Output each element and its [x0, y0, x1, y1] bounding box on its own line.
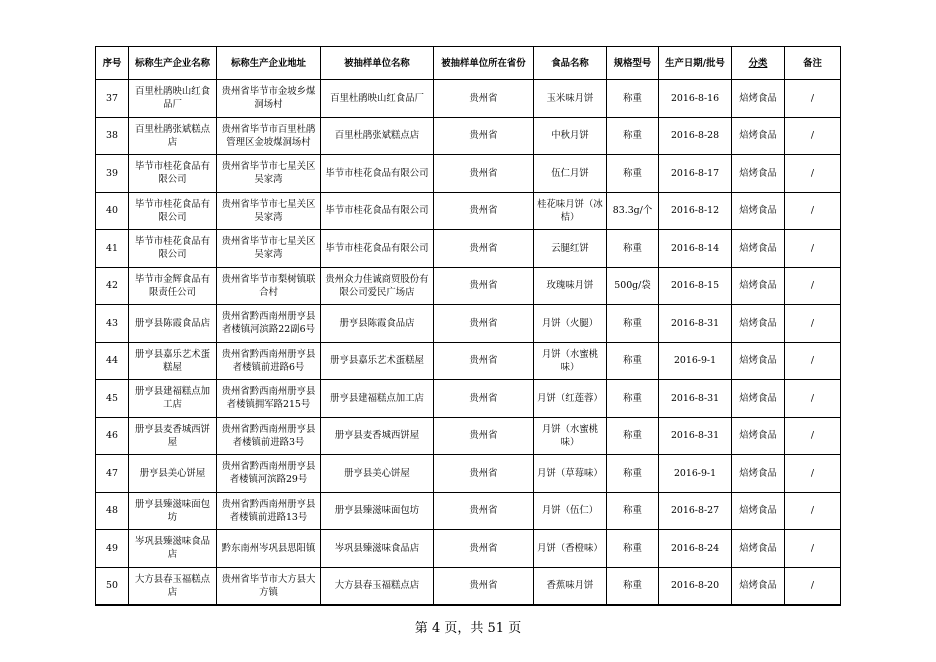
cell-sampled-unit: 册亨县臻滋味面包坊 [321, 492, 434, 530]
cell-category: 焙烤食品 [732, 305, 785, 343]
cell-remarks: / [785, 567, 841, 605]
cell-manufacturer-name: 岑巩县臻滋味食品店 [129, 530, 217, 568]
footer-prefix: 第 [414, 621, 428, 636]
cell-food-name: 月饼（伍仁） [534, 492, 607, 530]
cell-remarks: / [785, 380, 841, 418]
cell-manufacturer-name: 册亨县陈霞食品店 [129, 305, 217, 343]
cell-production-date: 2016-8-17 [659, 155, 732, 193]
cell-remarks: / [785, 230, 841, 268]
cell-spec: 称重 [607, 155, 659, 193]
cell-spec: 称重 [607, 305, 659, 343]
table-row [96, 530, 841, 568]
cell-manufacturer-name: 毕节市桂花食品有限公司 [129, 192, 217, 230]
table-row [96, 342, 841, 380]
cell-category: 焙烤食品 [732, 230, 785, 268]
cell-remarks: / [785, 117, 841, 155]
cell-sampled-unit: 册亨县建福糕点加工店 [321, 380, 434, 418]
cell-remarks: / [785, 192, 841, 230]
cell-food-name: 玫瑰味月饼 [534, 267, 607, 305]
table-row [96, 155, 841, 193]
table-row [96, 492, 841, 530]
cell-production-date: 2016-8-15 [659, 267, 732, 305]
cell-food-name: 月饼（水蜜桃味） [534, 417, 607, 455]
cell-food-name: 月饼（红莲蓉） [534, 380, 607, 418]
cell-sampled-province: 贵州省 [434, 455, 534, 493]
table-row [96, 117, 841, 155]
footer-page-number: 4 [431, 621, 441, 636]
cell-seq: 41 [96, 230, 129, 268]
cell-food-name: 月饼（火腿） [534, 305, 607, 343]
cell-seq: 50 [96, 567, 129, 605]
cell-remarks: / [785, 267, 841, 305]
cell-manufacturer-address: 贵州省毕节市梨树镇联合村 [217, 267, 321, 305]
cell-manufacturer-address: 贵州省黔西南州册亨县者楼镇拥军路215号 [217, 380, 321, 418]
cell-spec: 称重 [607, 530, 659, 568]
cell-remarks: / [785, 155, 841, 193]
cell-food-name: 伍仁月饼 [534, 155, 607, 193]
cell-sampled-province: 贵州省 [434, 492, 534, 530]
footer-suffix: 页 [508, 621, 522, 636]
header-seq: 序号 [96, 47, 129, 80]
cell-manufacturer-address: 贵州省黔西南州册亨县者楼镇前进路13号 [217, 492, 321, 530]
cell-sampled-unit: 册亨县美心饼屋 [321, 455, 434, 493]
cell-category: 焙烤食品 [732, 267, 785, 305]
cell-remarks: / [785, 530, 841, 568]
page-footer [0, 617, 936, 636]
cell-sampled-province: 贵州省 [434, 342, 534, 380]
cell-sampled-province: 贵州省 [434, 80, 534, 118]
cell-manufacturer-address: 贵州省毕节市金坡乡煤洞场村 [217, 80, 321, 118]
cell-sampled-province: 贵州省 [434, 155, 534, 193]
cell-spec: 称重 [607, 567, 659, 605]
cell-sampled-unit: 毕节市桂花食品有限公司 [321, 230, 434, 268]
cell-food-name: 月饼（水蜜桃味） [534, 342, 607, 380]
cell-sampled-province: 贵州省 [434, 192, 534, 230]
cell-manufacturer-name: 册亨县麦香城西饼屋 [129, 417, 217, 455]
cell-production-date: 2016-9-1 [659, 455, 732, 493]
cell-sampled-province: 贵州省 [434, 230, 534, 268]
cell-production-date: 2016-9-1 [659, 342, 732, 380]
cell-seq: 38 [96, 117, 129, 155]
header-category [732, 47, 785, 80]
cell-seq: 43 [96, 305, 129, 343]
cell-seq: 37 [96, 80, 129, 118]
cell-seq: 45 [96, 380, 129, 418]
cell-manufacturer-address: 贵州省黔西南州册亨县者楼镇河滨路29号 [217, 455, 321, 493]
cell-remarks: / [785, 342, 841, 380]
cell-production-date: 2016-8-24 [659, 530, 732, 568]
cell-manufacturer-address: 贵州省毕节市七星关区吴家湾 [217, 230, 321, 268]
cell-manufacturer-address: 贵州省毕节市百里杜鹃管理区金坡煤洞场村 [217, 117, 321, 155]
cell-manufacturer-name: 百里杜鹃张斌糕点店 [129, 117, 217, 155]
cell-sampled-province: 贵州省 [434, 567, 534, 605]
footer-middle: 页，共 [444, 621, 484, 636]
cell-sampled-unit: 岑巩县臻滋味食品店 [321, 530, 434, 568]
cell-sampled-province: 贵州省 [434, 530, 534, 568]
cell-sampled-unit: 册亨县嘉乐艺术蛋糕屋 [321, 342, 434, 380]
cell-category: 焙烤食品 [732, 492, 785, 530]
cell-seq: 48 [96, 492, 129, 530]
header-category-label: 分类 [748, 57, 768, 69]
cell-sampled-province: 贵州省 [434, 117, 534, 155]
cell-production-date: 2016-8-20 [659, 567, 732, 605]
cell-category: 焙烤食品 [732, 342, 785, 380]
cell-spec: 称重 [607, 455, 659, 493]
header-manufacturer-name: 标称生产企业名称 [129, 47, 217, 80]
cell-sampled-unit: 册亨县陈霞食品店 [321, 305, 434, 343]
cell-category: 焙烤食品 [732, 380, 785, 418]
cell-sampled-unit: 百里杜鹃张斌糕点店 [321, 117, 434, 155]
cell-category: 焙烤食品 [732, 417, 785, 455]
cell-manufacturer-name: 册亨县嘉乐艺术蛋糕屋 [129, 342, 217, 380]
table-row [96, 80, 841, 118]
cell-category: 焙烤食品 [732, 117, 785, 155]
cell-food-name: 月饼（香橙味） [534, 530, 607, 568]
cell-manufacturer-address: 贵州省黔西南州册亨县者楼镇前进路3号 [217, 417, 321, 455]
cell-remarks: / [785, 492, 841, 530]
cell-manufacturer-name: 毕节市桂花食品有限公司 [129, 155, 217, 193]
cell-spec: 称重 [607, 417, 659, 455]
table-row [96, 305, 841, 343]
header-row [96, 47, 841, 80]
cell-spec: 称重 [607, 80, 659, 118]
header-remarks: 备注 [785, 47, 841, 80]
cell-category: 焙烤食品 [732, 455, 785, 493]
cell-seq: 47 [96, 455, 129, 493]
cell-sampled-unit: 大方县春玉福糕点店 [321, 567, 434, 605]
cell-production-date: 2016-8-31 [659, 380, 732, 418]
cell-spec: 500g/袋 [607, 267, 659, 305]
cell-manufacturer-name: 册亨县美心饼屋 [129, 455, 217, 493]
cell-production-date: 2016-8-16 [659, 80, 732, 118]
table-row [96, 192, 841, 230]
cell-remarks: / [785, 417, 841, 455]
cell-production-date: 2016-8-12 [659, 192, 732, 230]
header-manufacturer-address: 标称生产企业地址 [217, 47, 321, 80]
cell-category: 焙烤食品 [732, 567, 785, 605]
cell-sampled-unit: 贵州众力佳诚商贸股份有限公司爱民广场店 [321, 267, 434, 305]
cell-manufacturer-address: 贵州省毕节市七星关区吴家湾 [217, 155, 321, 193]
header-sampled-province: 被抽样单位所在省份 [434, 47, 534, 80]
cell-food-name: 香蕉味月饼 [534, 567, 607, 605]
table-row [96, 417, 841, 455]
footer-total-pages: 51 [487, 621, 505, 636]
cell-spec: 称重 [607, 230, 659, 268]
cell-food-name: 玉米味月饼 [534, 80, 607, 118]
cell-production-date: 2016-8-14 [659, 230, 732, 268]
cell-manufacturer-name: 册亨县建福糕点加工店 [129, 380, 217, 418]
cell-sampled-unit: 毕节市桂花食品有限公司 [321, 155, 434, 193]
table-row [96, 267, 841, 305]
cell-spec: 称重 [607, 117, 659, 155]
table-row [96, 567, 841, 605]
cell-sampled-unit: 毕节市桂花食品有限公司 [321, 192, 434, 230]
cell-sampled-unit: 册亨县麦香城西饼屋 [321, 417, 434, 455]
cell-food-name: 云腿红饼 [534, 230, 607, 268]
cell-sampled-province: 贵州省 [434, 305, 534, 343]
cell-sampled-province: 贵州省 [434, 380, 534, 418]
header-production-date: 生产日期/批号 [659, 47, 732, 80]
cell-sampled-unit: 百里杜鹃映山红食品厂 [321, 80, 434, 118]
sampling-table [95, 46, 841, 606]
cell-manufacturer-name: 百里杜鹃映山红食品厂 [129, 80, 217, 118]
cell-remarks: / [785, 80, 841, 118]
cell-category: 焙烤食品 [732, 80, 785, 118]
cell-manufacturer-address: 贵州省黔西南州册亨县者楼镇前进路6号 [217, 342, 321, 380]
cell-production-date: 2016-8-31 [659, 417, 732, 455]
cell-seq: 49 [96, 530, 129, 568]
cell-category: 焙烤食品 [732, 192, 785, 230]
cell-manufacturer-address: 贵州省毕节市七星关区吴家湾 [217, 192, 321, 230]
cell-sampled-province: 贵州省 [434, 267, 534, 305]
cell-production-date: 2016-8-31 [659, 305, 732, 343]
cell-spec: 83.3g/个 [607, 192, 659, 230]
cell-category: 焙烤食品 [732, 155, 785, 193]
table-row [96, 380, 841, 418]
cell-production-date: 2016-8-27 [659, 492, 732, 530]
table-row [96, 455, 841, 493]
cell-manufacturer-name: 毕节市金辉食品有限责任公司 [129, 267, 217, 305]
cell-category: 焙烤食品 [732, 530, 785, 568]
header-sampled-unit: 被抽样单位名称 [321, 47, 434, 80]
cell-manufacturer-name: 大方县春玉福糕点店 [129, 567, 217, 605]
cell-production-date: 2016-8-28 [659, 117, 732, 155]
table-row [96, 230, 841, 268]
table-body [96, 80, 841, 606]
cell-spec: 称重 [607, 342, 659, 380]
cell-sampled-province: 贵州省 [434, 417, 534, 455]
cell-manufacturer-address: 贵州省毕节市大方县大方镇 [217, 567, 321, 605]
cell-seq: 40 [96, 192, 129, 230]
cell-spec: 称重 [607, 380, 659, 418]
cell-food-name: 中秋月饼 [534, 117, 607, 155]
cell-manufacturer-address: 黔东南州岑巩县思阳镇 [217, 530, 321, 568]
cell-spec: 称重 [607, 492, 659, 530]
cell-food-name: 桂花味月饼（冰桔） [534, 192, 607, 230]
header-food-name: 食品名称 [534, 47, 607, 80]
cell-seq: 44 [96, 342, 129, 380]
cell-manufacturer-name: 册亨县臻滋味面包坊 [129, 492, 217, 530]
cell-seq: 39 [96, 155, 129, 193]
cell-food-name: 月饼（草莓味） [534, 455, 607, 493]
header-spec: 规格型号 [607, 47, 659, 80]
cell-remarks: / [785, 305, 841, 343]
cell-seq: 42 [96, 267, 129, 305]
cell-remarks: / [785, 455, 841, 493]
cell-manufacturer-address: 贵州省黔西南州册亨县者楼镇河滨路22副6号 [217, 305, 321, 343]
data-sheet [95, 46, 840, 606]
cell-manufacturer-name: 毕节市桂花食品有限公司 [129, 230, 217, 268]
cell-seq: 46 [96, 417, 129, 455]
